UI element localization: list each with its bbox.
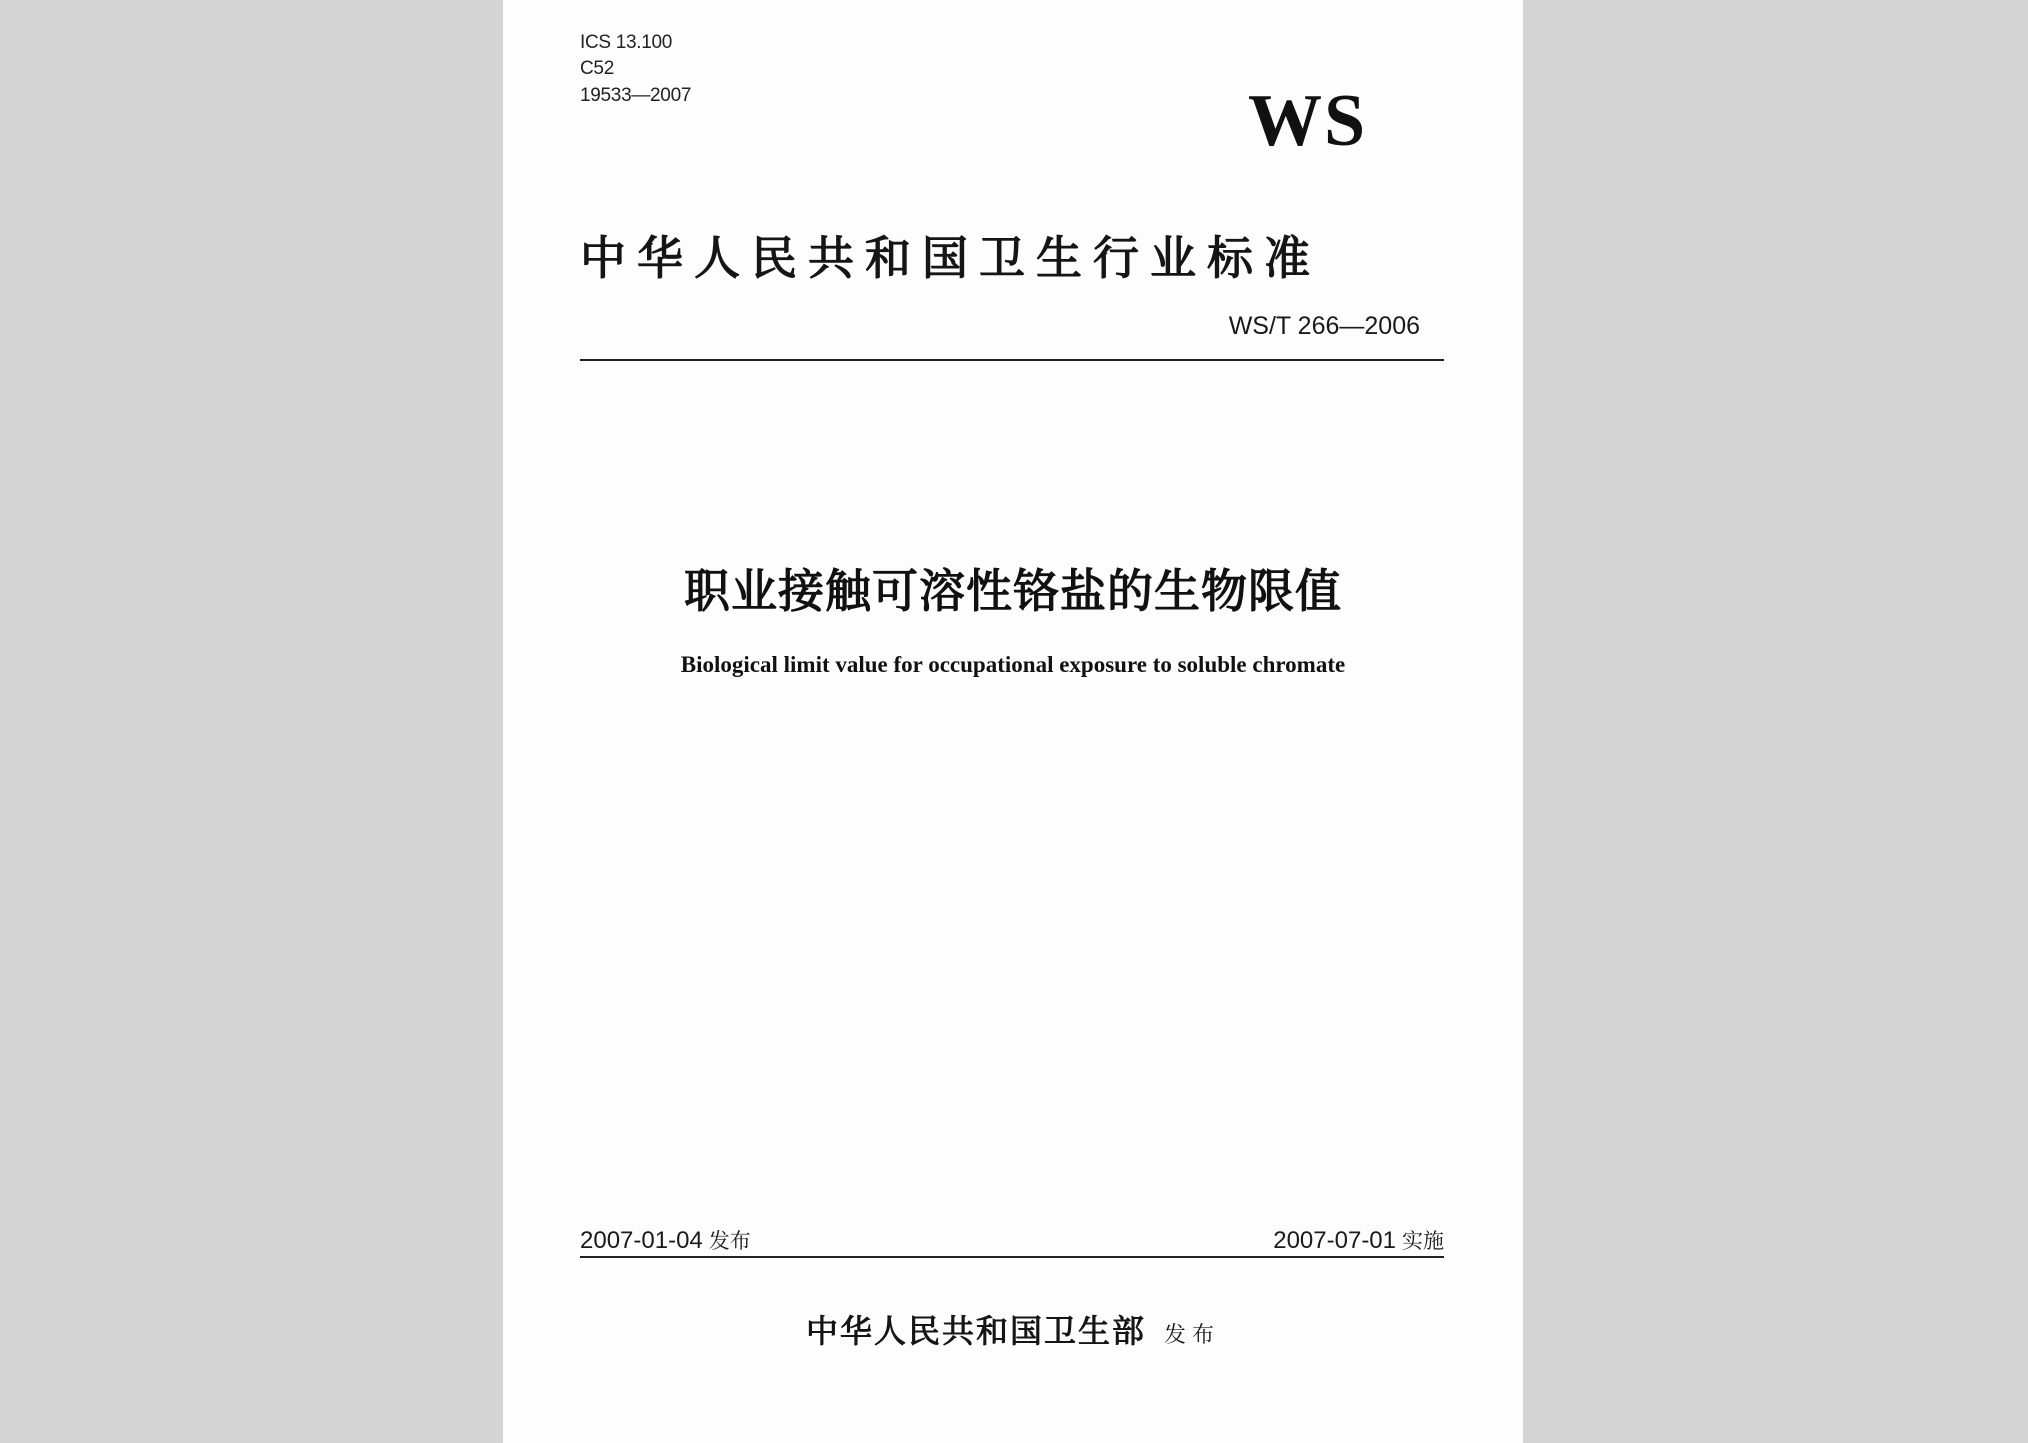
footer-divider [580,1256,1444,1258]
industry-standard-title: 中华人民共和国卫生行业标准 [580,231,1321,285]
ws-logo: WS [1248,80,1368,162]
document-title-en: Biological limit value for occupational exposure to soluble chromate [680,652,1346,677]
implement-date-line [1273,1225,1444,1255]
standard-number: WS/T 266—2006 [1228,312,1420,340]
document-title-zh: 职业接触可溶性铬盐的生物限值 [684,564,1342,618]
issue-date-line [580,1225,751,1255]
header-divider [580,359,1444,361]
publisher-label: 发布 [1164,1323,1221,1348]
implement-date: 2007-07-01 [1273,1227,1396,1254]
implement-label: 实施 [1402,1229,1444,1253]
document-page [503,0,1523,1443]
publisher-line [503,1306,1523,1352]
ics-code: ICS 13.100 [580,32,673,53]
ccs-code: C52 [580,58,614,79]
publisher-name: 中华人民共和国卫生部 [805,1312,1146,1350]
issue-date: 2007-01-04 [580,1227,703,1254]
record-number: 19533—2007 [580,85,692,106]
issue-label: 发布 [708,1229,751,1253]
